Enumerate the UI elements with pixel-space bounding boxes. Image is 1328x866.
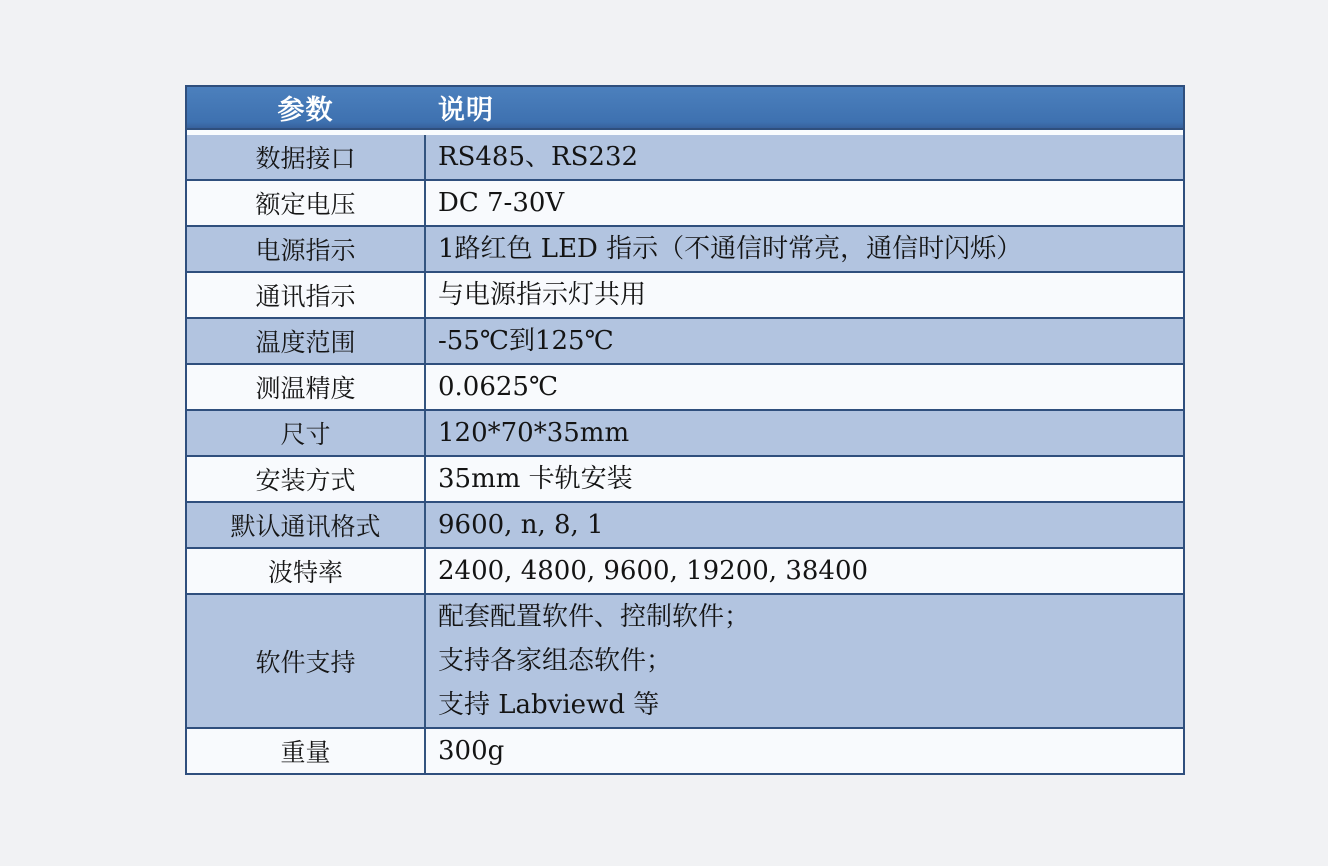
value-line: 35mm 卡轨安装 xyxy=(438,464,633,494)
table-row xyxy=(187,271,1183,317)
value-line: 300g xyxy=(438,736,505,766)
value-cell xyxy=(426,365,1183,409)
header-cell-param: 参数 xyxy=(277,95,334,125)
value-line: -55℃到125℃ xyxy=(438,326,614,356)
value-cell xyxy=(426,411,1183,455)
table-row xyxy=(187,727,1183,773)
value-line: 2400, 4800, 9600, 19200, 38400 xyxy=(438,556,869,586)
param-cell: 重量 xyxy=(187,729,426,773)
value-cell xyxy=(426,503,1183,547)
value-line: 9600, n, 8, 1 xyxy=(438,510,604,540)
param-cell: 温度范围 xyxy=(187,319,426,363)
table-row xyxy=(187,409,1183,455)
table-row xyxy=(187,225,1183,271)
value-cell xyxy=(426,457,1183,501)
value-cell xyxy=(426,729,1183,773)
table-body xyxy=(187,135,1183,773)
header-cell-desc: 说明 xyxy=(438,95,494,125)
table-row xyxy=(187,135,1183,179)
table-row xyxy=(187,455,1183,501)
value-line: 支持 Labviewd 等 xyxy=(438,690,660,720)
value-cell xyxy=(426,549,1183,593)
value-cell xyxy=(426,273,1183,317)
param-cell: 额定电压 xyxy=(187,181,426,225)
value-line: 120*70*35mm xyxy=(438,418,630,448)
value-line: RS485、RS232 xyxy=(438,142,639,172)
value-line: 与电源指示灯共用 xyxy=(438,280,647,310)
value-line: DC 7-30V xyxy=(438,188,565,218)
param-cell: 尺寸 xyxy=(187,411,426,455)
table-row xyxy=(187,179,1183,225)
param-cell: 通讯指示 xyxy=(187,273,426,317)
value-cell xyxy=(426,135,1183,179)
param-cell: 默认通讯格式 xyxy=(187,503,426,547)
table-row xyxy=(187,363,1183,409)
value-line: 支持各家组态软件； xyxy=(438,646,673,676)
value-line: 1路红色 LED 指示（不通信时常亮，通信时闪烁） xyxy=(438,234,1023,264)
value-cell xyxy=(426,319,1183,363)
param-cell: 软件支持 xyxy=(187,595,426,727)
table-row xyxy=(187,593,1183,727)
value-cell xyxy=(426,227,1183,271)
table-header-row xyxy=(187,87,1183,130)
table-row xyxy=(187,317,1183,363)
table-row xyxy=(187,501,1183,547)
table-row xyxy=(187,547,1183,593)
param-cell: 测温精度 xyxy=(187,365,426,409)
param-cell: 数据接口 xyxy=(187,135,426,179)
param-cell: 电源指示 xyxy=(187,227,426,271)
param-cell: 安装方式 xyxy=(187,457,426,501)
value-cell xyxy=(426,595,1183,727)
value-cell xyxy=(426,181,1183,225)
spec-table xyxy=(185,85,1185,775)
param-cell: 波特率 xyxy=(187,549,426,593)
value-line: 配套配置软件、控制软件； xyxy=(438,602,751,632)
value-line: 0.0625℃ xyxy=(438,372,559,402)
